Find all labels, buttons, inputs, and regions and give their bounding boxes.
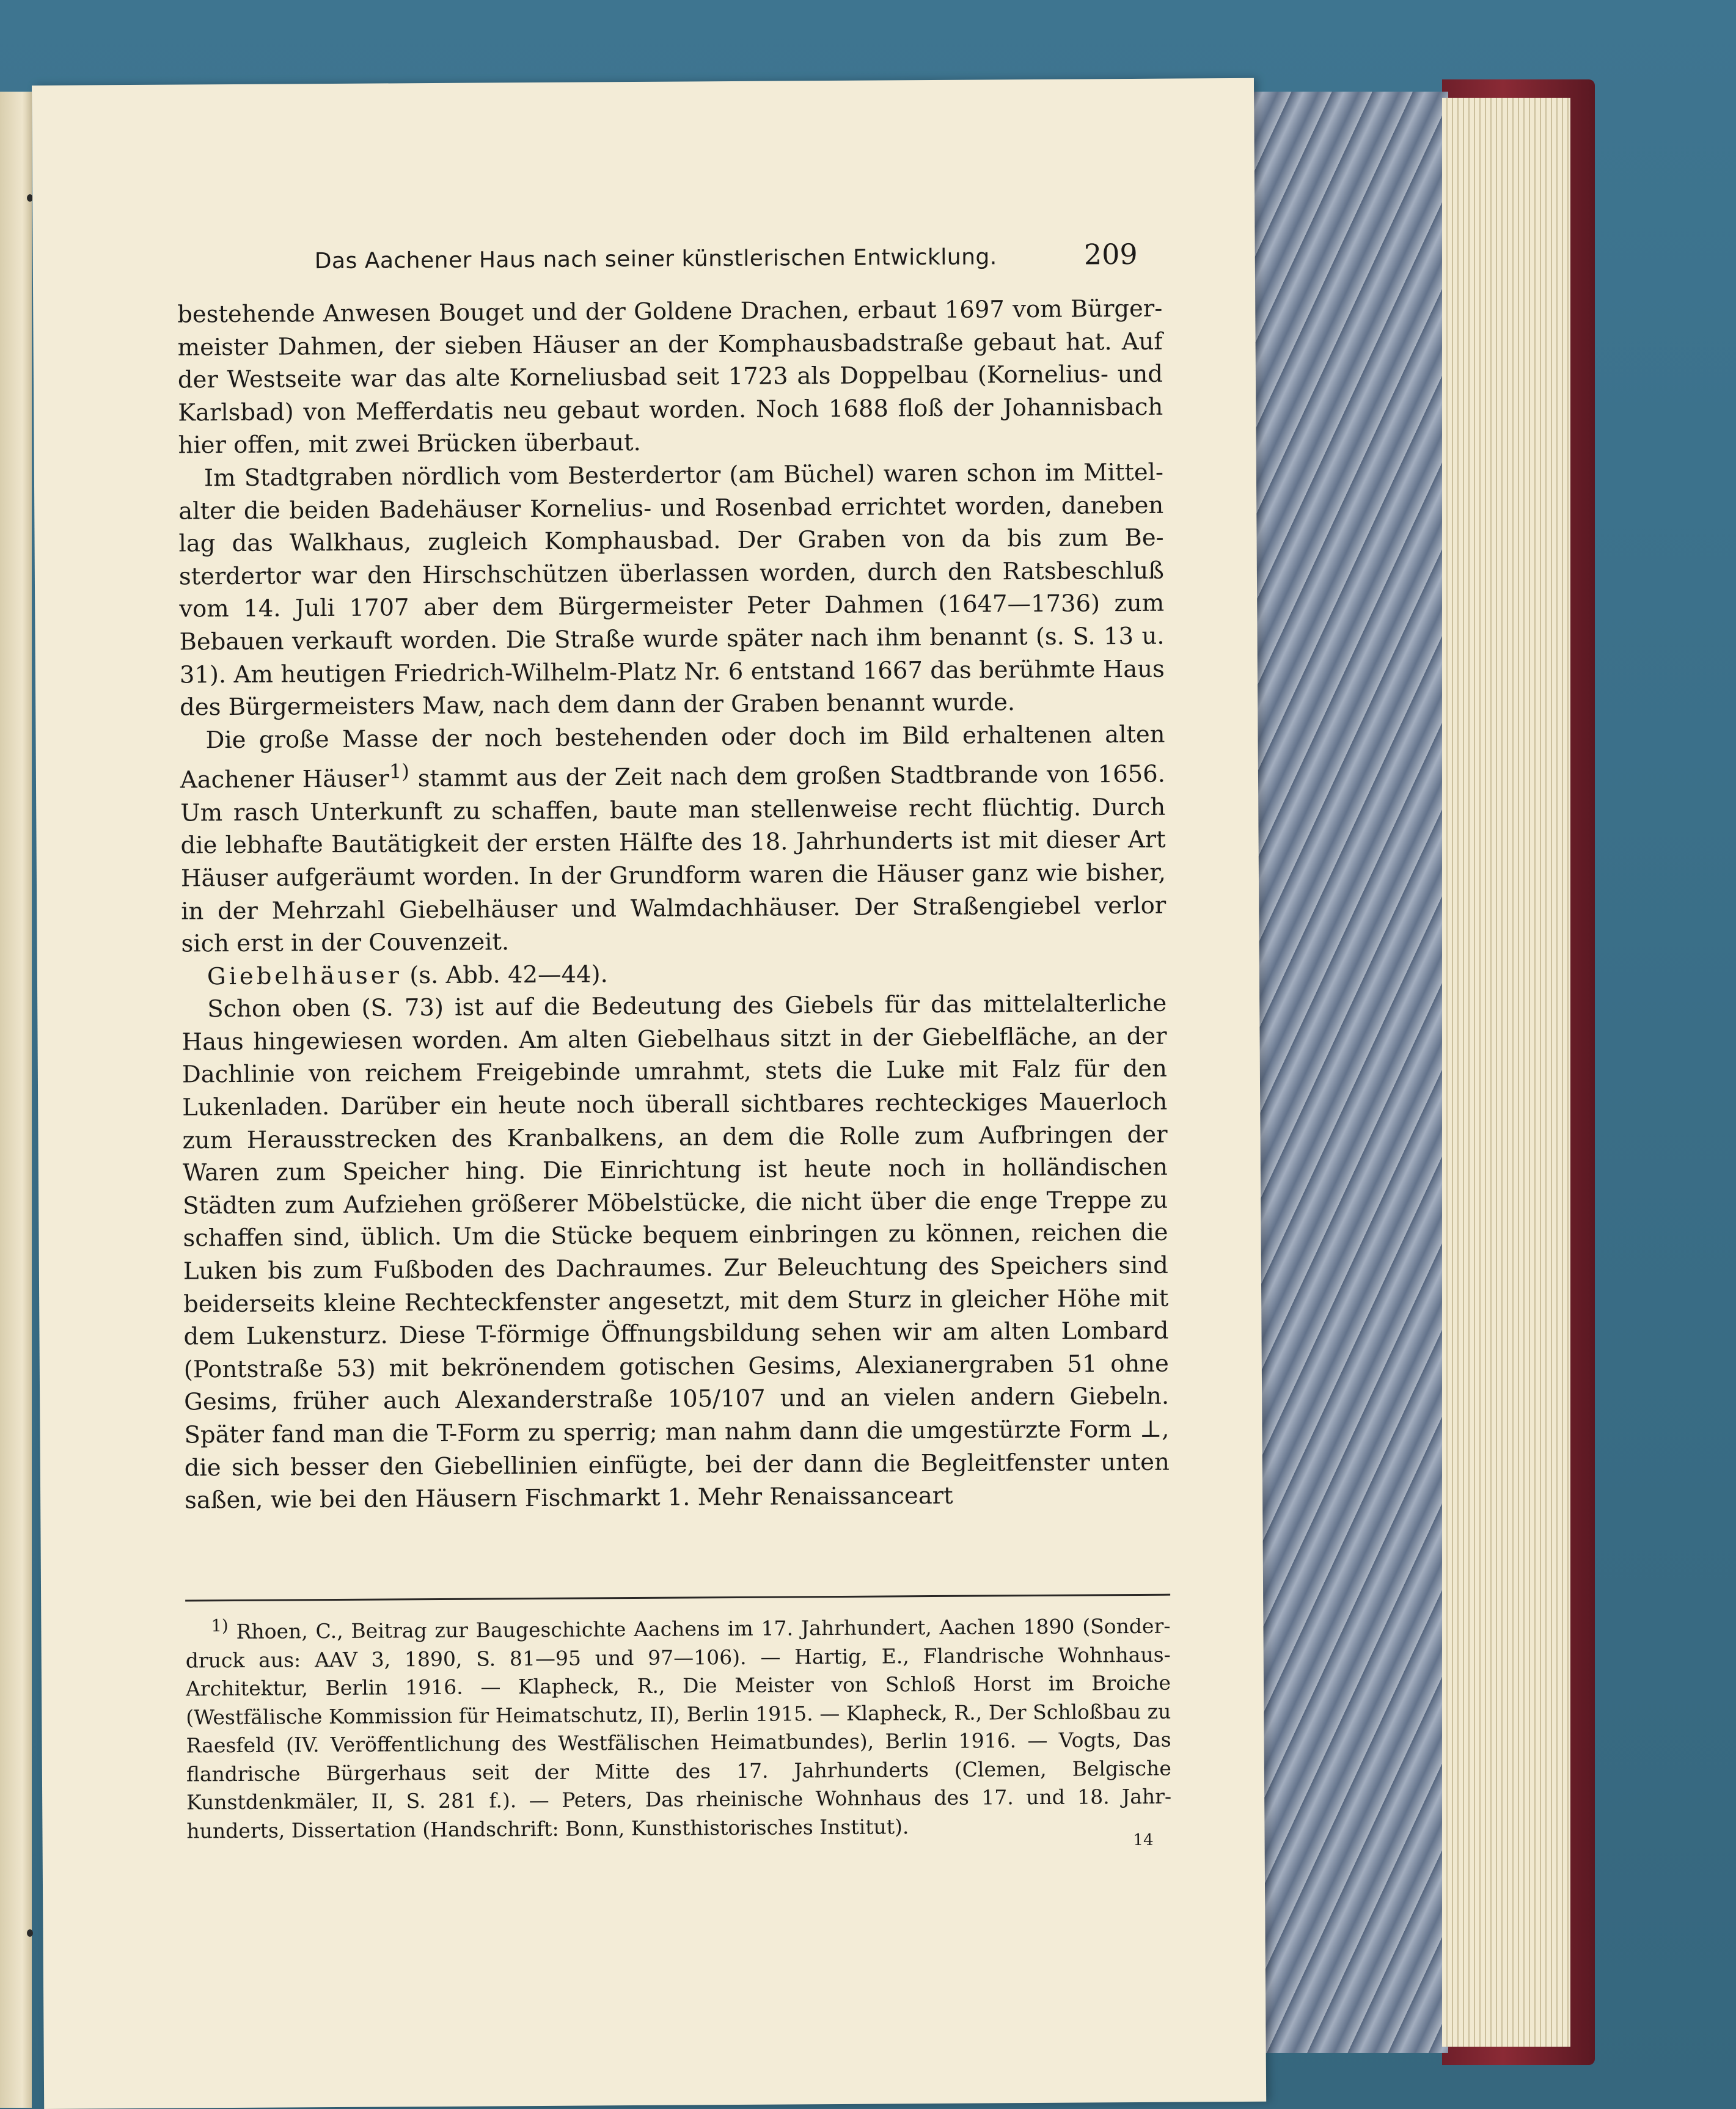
page-block-edges [1442, 98, 1570, 2047]
footnote [185, 1606, 1171, 1846]
body-text [177, 293, 1170, 1518]
running-head [177, 238, 1162, 287]
footnote-divider [185, 1594, 1170, 1602]
signature-mark: 14 [1133, 1830, 1154, 1850]
paragraph-text: stammt aus der Zeit nach dem großen Stadtbrande von 1656. Um rasch Unterkunft zu schaffen, baute man stellenweise recht flüchtig. Durch die lebhafte Bautätigkeit der ersten Hälfte des 18. Jahrhunderts ist mit dieser Art Häuser aufgeräumt worden. In der Grundform waren die Häuser ganz wie bisher, in der Mehrzahl Giebelhäuser und Walmdachhäuser. Der Straßengiebel verlor sich erst in der Couvenzeit. [180, 760, 1166, 958]
paragraph: bestehende Anwesen Bouget und der Goldene Drachen, erbaut 1697 vom Bürgermeister Dahmen, der sieben Häuser an der Komphausbadstraße gebaut hat. Auf der Westseite war das alte Korneliusbad seit 1723 als Doppelbau (Kornelius- und Karlsbad) von Mefferdatis neu gebaut worden. Noch 1688 floß der Johannisbach hier offen, mit zwei Brücken überbaut. [177, 294, 1163, 459]
paragraph: Schon oben (S. 73) ist auf die Bedeutung des Giebels für das mittelalterliche Haus hingewiesen worden. Am alten Giebelhaus sitzt in der Giebelfläche, an der Dachlinie von reichem Freigebinde umrahmt, stets die Luke mit Falz für den Lukenladen. Darüber ein heute noch überall sichtbares rechteckiges Mauerloch zum Herausstrecken des Kranbalkens, an dem die Rolle zum Aufbringen der Waren zum Speicher hing. Die Einrichtung ist heute noch in holländischen Städten zum Aufziehen größerer Möbelstücke, die nicht über die enge Treppe zu schaffen sind, üblich. Um die Stücke bequem einbringen zu können, reichen die Luken bis zum Fußboden des Dachraumes. Zur Beleuchtung des Speichers sind beiderseits kleine Rechteckfenster angesetzt, mit dem Sturz in gleicher Höhe mit dem Lukensturz. Diese T-förmige Öffnungsbildung sehen wir am alten Lombard (Pontstraße 53) mit bekrönendem gotischen Gesims, Alexianergraben 51 ohne Gesims, früher auch Alexanderstraße 105/107 und an vielen andern Giebeln. Später fand man die T-Form zu sperrig; man nahm dann die umgestürzte Form ⊥, die sich besser den Giebellinien einfügte, bei der dann die Begleitfenster unten saßen, wie bei den Häusern Fischmarkt 1. Mehr Renaissanceart [181, 989, 1170, 1515]
section-heading [181, 954, 1166, 993]
page-content [176, 79, 1172, 1850]
facing-page-edge [0, 92, 32, 2108]
book-page [32, 78, 1266, 2109]
footnote-marker: 1) [211, 1616, 229, 1636]
paragraph: Im Stadtgraben nördlich vom Besterdertor (am Büchel) waren schon im Mittelalter die beiden Badehäuser Kornelius- und Rosenbad errichtet worden, daneben lag das Walkhaus, zugleich Komphausbad. Der Graben von da bis zum Besterdertor war den Hirschschützen überlassen worden, durch den Ratsbeschluß vom 14. Juli 1707 aber dem Bürgermeister Peter Dahmen (1647—1736) zum Bebauen verkauft worden. Die Straße wurde später nach ihm benannt (s. S. 13 u. 31). Am heutigen Friedrich-Wilhelm-Platz Nr. 6 entstand 1667 das berühmte Haus des Bürgermeisters Maw, nach dem dann der Graben benannt wurde. [178, 458, 1165, 722]
page-number: 209 [1083, 237, 1138, 271]
footnotes [185, 1606, 1171, 1846]
section-heading-ref: (s. Abb. 42—44). [409, 960, 608, 989]
footnote-reference: 1) [389, 759, 409, 783]
paragraph-text: Die große Masse der noch bestehenden oder doch im Bild erhaltenen alten Aachener Häuser [180, 720, 1165, 794]
paragraph [180, 718, 1166, 960]
footnote-text: Rhoen, C., Beitrag zur Baugeschichte Aachens im 17. Jahrhundert, Aachen 1890 (Sonderdruck aus: AAV 3, 1890, S. 81—95 und 97—106). — Hartig, E., Flandrische Wohnhaus-Architektur, Berlin 1916. — Klapheck, R., Die Meister von Schloß Horst im Broiche (Westfälische Kommission für Heimatschutz, II), Berlin 1915. — Klapheck, R., Der Schloßbau zu Raesfeld (IV. Veröffentlichung des Westfälischen Heimatbundes), Berlin 1916. — Vogts, Das flandrische Bürgerhaus seit der Mitte des 17. Jahrhunderts (Clemen, Belgische Kunstdenkmäler, II, S. 281 f.). — Peters, Das rheinische Wohnhaus des 17. und 18. Jahrhunderts, Dissertation (Handschrift: Bonn, Kunsthistorisches Institut). [185, 1614, 1172, 1843]
section-heading-title: Giebelhäuser [207, 962, 403, 990]
running-head-title: Das Aachener Haus nach seiner künstlerischen Entwicklung. [314, 244, 997, 274]
page-dot-mark [27, 1929, 33, 1937]
